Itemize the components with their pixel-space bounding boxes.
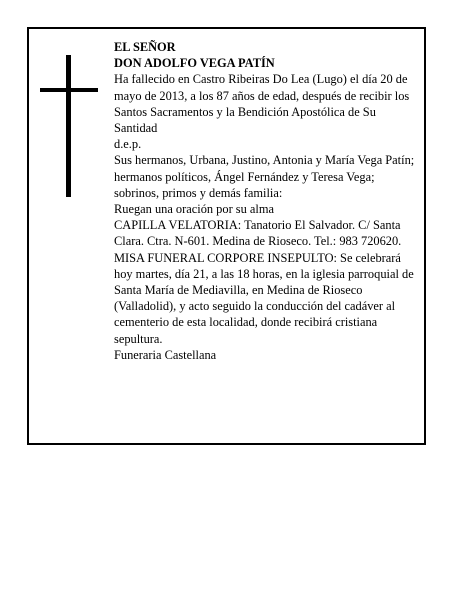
deceased-name: DON ADOLFO VEGA PATÍN	[114, 56, 275, 71]
chapel-info: CAPILLA VELATORIA: Tanatorio El Salvador. C/ Santa Clara. Ctra. N-601. Medina de Rioseco. Tel.: 983 720620.	[114, 218, 402, 249]
funeral-home: Funeraria Castellana	[114, 347, 217, 362]
cross-icon	[40, 55, 98, 197]
obituary-text	[114, 39, 418, 363]
family-list: Sus hermanos, Urbana, Justino, Antonia y María Vega Patín; hermanos políticos, Ángel Fernández y Teresa Vega; sobrinos, primos y demás familia:	[114, 153, 415, 200]
death-announcement: Ha fallecido en Castro Ribeiras Do Lea (Lugo) el día 20 de mayo de 2013, a los 87 años de edad, después de recibir los Santos Sacramentos y la Bendición Apostólica de Su Santidad	[114, 72, 410, 136]
rip-text: d.e.p.	[114, 137, 142, 152]
mass-info: MISA FUNERAL CORPORE INSEPULTO: Se celebrará hoy martes, día 21, a las 18 horas, en la iglesia parroquial de Santa María de Mediavilla, en Medina de Rioseco (Valladolid), y acto seguido la conducción del cadáver al cementerio de esta localidad, donde recibirá cristiana sepultura.	[114, 250, 414, 346]
prayer-request: Ruegan una oración por su alma	[114, 202, 274, 217]
cross-horizontal-bar	[40, 88, 98, 92]
notice-heading: EL SEÑOR	[114, 40, 176, 54]
cross-vertical-bar	[66, 55, 71, 197]
